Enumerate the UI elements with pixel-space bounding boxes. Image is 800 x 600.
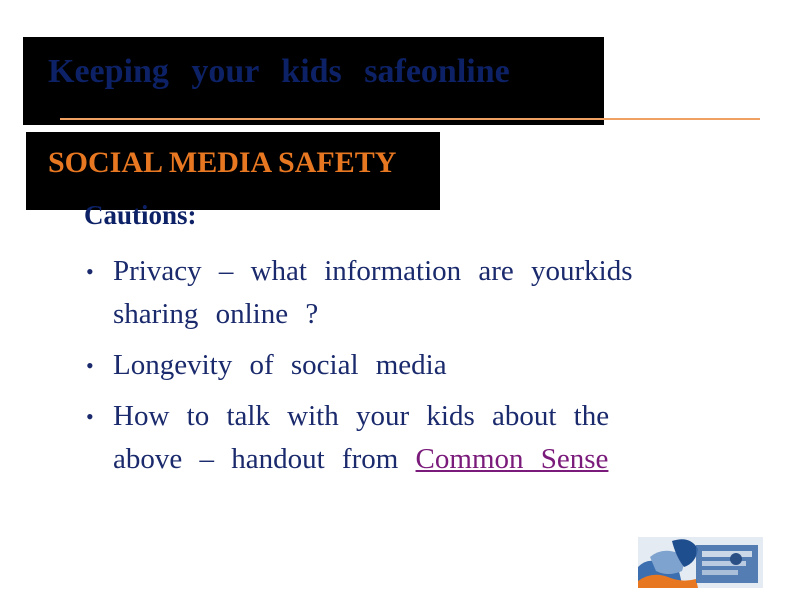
slide-subtitle: SOCIAL MEDIA SAFETY xyxy=(48,146,397,179)
bullet-item xyxy=(86,344,686,387)
bullet-icon: • xyxy=(86,353,94,378)
bullet-icon: • xyxy=(86,259,94,284)
slide-title: Keeping your kids safeonline xyxy=(48,53,510,90)
bullet-list xyxy=(86,250,686,489)
bullet-text: Longevity of social media xyxy=(113,349,447,381)
logo-graphic xyxy=(638,537,763,588)
bullet-item xyxy=(86,395,686,481)
cautions-heading: Cautions: xyxy=(84,200,197,230)
bullet-text: How to talk with your kids about the above – handout from xyxy=(113,400,610,475)
bullet-text: Privacy – what information are yourkids sharing online ? xyxy=(113,255,633,330)
partner-logo-icon xyxy=(638,537,763,588)
common-sense-link[interactable]: Common Sense xyxy=(415,443,609,475)
bullet-item xyxy=(86,250,686,336)
bullet-icon: • xyxy=(86,404,94,429)
divider-rule xyxy=(60,118,760,120)
